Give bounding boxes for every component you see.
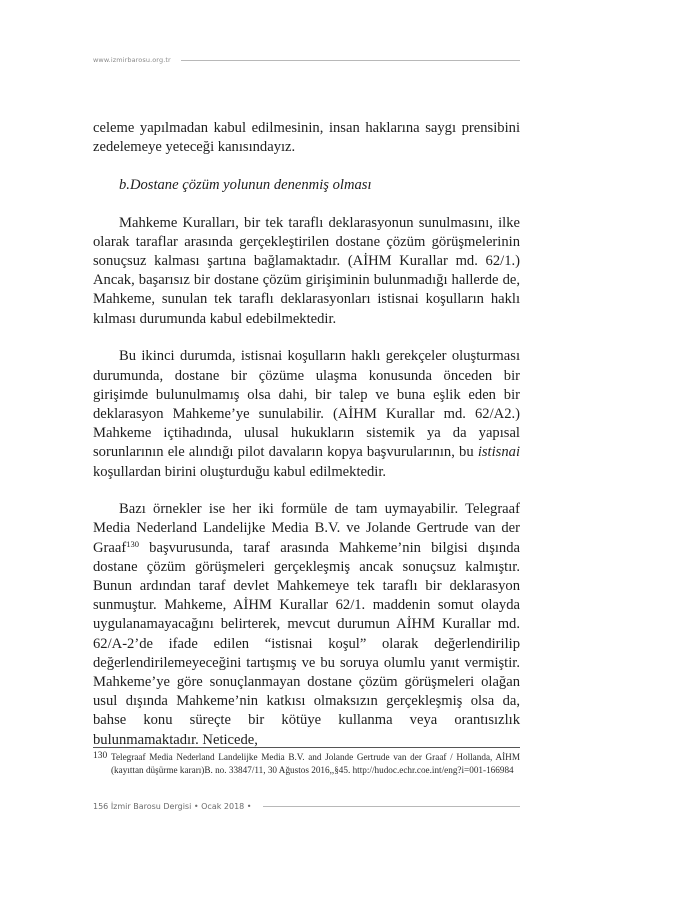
section-heading: b.Dostane çözüm yolunun denenmiş olması xyxy=(119,176,372,193)
footnote-number: 130 xyxy=(93,751,108,761)
page-header xyxy=(93,55,520,69)
footnote xyxy=(93,751,520,777)
footnote-reference[interactable]: 130 xyxy=(126,538,139,549)
paragraph-2: Mahkeme Kuralları, bir tek taraflı deklarasyonun sunulmasını, ilke olarak taraflar arasında gerçekleştirilen dostane çözüm görüşmelerinin sonuçsuz kalması şartına bağlamaktadır. (AİHM Kurallar md. 62/1.) Ancak, başarısız bir dostane çözüm girişiminin bulunmadığı hallerde de, Mahkeme, sunulan tek taraflı deklarasyonları istisnai koşulların haklı kılması durumunda kabul edebilmektedir. xyxy=(93,214,520,327)
paragraph-4-part-a: Bazı örnekler ise her iki formüle de tam uymayabilir. Telegraaf Media Nederland Landelijke Media B.V. ve Jolande Gertrude van der Graaf xyxy=(93,501,520,556)
footnote-text: Telegraaf Media Nederland Landelijke Media B.V. and Jolande Gertrude van der Graaf / Hollanda, AİHM (kayıttan düşürme kararı)B. no. 33847/11, 30 Ağustos 2016,,§45. http://hudoc.echr.coe.int/eng?i=001-166984 xyxy=(111,752,520,775)
paragraph-3-emphasis: istisnai xyxy=(477,444,520,461)
paragraph-3-part-a: Bu ikinci durumda, istisnai koşulların haklı gerekçeler oluşturması durumunda, dostane bir çözüme ulaşma konusunda önceden bir girişimde bulunulmamış olsa dahi, bir talep ve buna eşlik eden bir deklarasyon Mahkeme’ye sunulabilir. (AİHM Kurallar md. 62/A2.) Mahkeme içtihadında, ulusal hukukların sistemik ya da yapısal sorunlarının ele alındığı pilot davaların kopya başvurularının, bu xyxy=(93,348,520,461)
header-rule xyxy=(181,60,520,61)
page-footer xyxy=(93,801,520,815)
footnote-separator xyxy=(93,747,520,748)
paragraph-continuation: celeme yapılmadan kabul edilmesinin, insan haklarına saygı prensibini zedelemeye yeteceği kanısındayız. xyxy=(93,120,520,156)
paragraph-3-part-b: koşullardan birini oluşturduğu kabul edilmektedir. xyxy=(93,463,387,480)
paragraph-4-part-b: başvurusunda, taraf arasında Mahkeme’nin bilgisi dışında dostane çözüm görüşmeleri gerçekleşmiş ancak sonuçsuz kalmıştır. Bunun ardından taraf devlet Mahkemeye tek taraflı bir deklarasyon sunmuştur. Mahkeme, AİHM Kurallar 62/1. maddenin somut olayda uygulanamayacağını belirterek, mevcut durumun AİHM Kurallar md. 62/A-2’de ifade edilen “istisnai koşul” olarak değerlendirilip değerlendirilemeyeceğini tartışmış ve bu soruya olumlu yanıt vermiştir. Mahkeme’ye göre sonuçlanmayan dostane çözüm görüşmeleri olağan usul dışında Mahkeme’nin katkısı olmaksızın gerçekleşmiş olsa da, bahse konu süreçte bir kötüye kullanma veya orantısızlık bulunmamaktadır. Neticede, xyxy=(93,539,520,748)
paragraph-4 xyxy=(93,500,520,750)
paragraph-3 xyxy=(93,347,520,481)
footer-rule xyxy=(263,806,520,807)
header-url: www.izmirbarosu.org.tr xyxy=(93,56,171,64)
footer-text: 156 İzmir Barosu Dergisi • Ocak 2018 • xyxy=(93,802,252,811)
main-text xyxy=(93,119,520,750)
